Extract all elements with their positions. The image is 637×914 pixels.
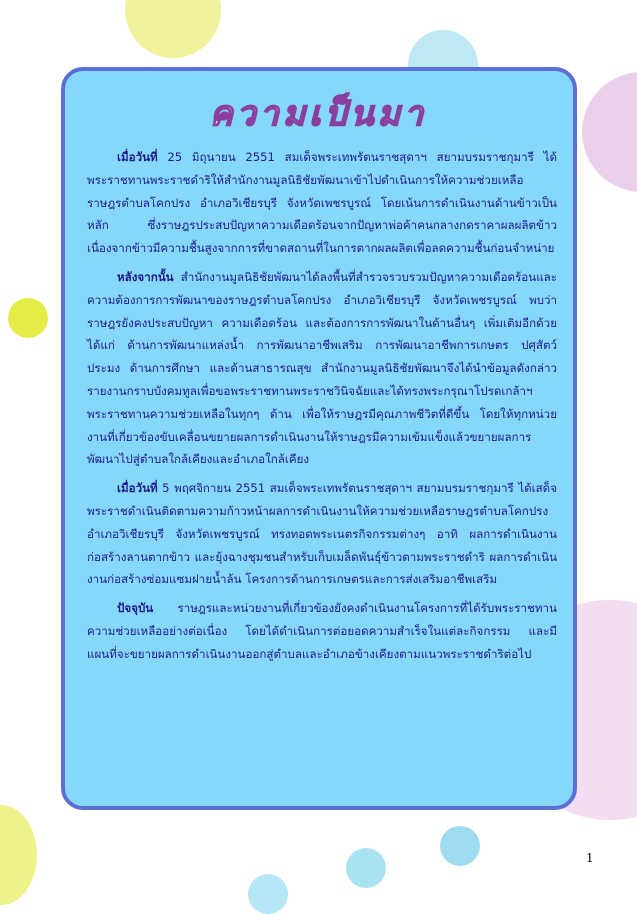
- paragraph-3-lead: เมื่อวันที่: [117, 481, 158, 496]
- paragraph-2-lead: หลังจากนั้น: [117, 269, 174, 284]
- paragraph-2-text: สำนักงานมูลนิธิชัยพัฒนาได้ลงพื้นที่สำรวจรวบรวมปัญหาความเดือดร้อนและความต้องการการพัฒนาของราษฎรตำบลโคกปรง อำเภอวิเชียรบุรี จังหวัดเพชรบูรณ์ พบว่า ราษฎรยังคงประสบปัญหา ความเดือดร้อน และต้องการการพัฒนาในด้านอื่นๆ เพิ่มเติมอีกด้วย ได้แก่ ด้านการพัฒนาแหล่งน้ำ การพัฒนาอาชีพเสริม การพัฒนาอาชีพการเกษตร ปศุสัตว์ ประมง ด้านการศึกษา และด้านสาธารณสุข สำนักงานมูลนิธิชัยพัฒนาจึงได้นำข้อมูลดังกล่าว รายงานกราบบังคมทูลเพื่อขอพระราชทานพระราชวินิจฉัยและได้ทรงพระกรุณาโปรดเกล้าฯพระราชทานความช่วยเหลือในทุกๆ ด้าน เพื่อให้ราษฎรมีคุณภาพชีวิตที่ดีขึ้น โดยให้ทุกหน่วยงานที่เกี่ยวข้องขับเคลื่อนขยายผลการดำเนินงานให้ราษฎรมีความเข้มแข็งแล้วขยายผลการพัฒนาไปสู่ตำบลใกล้เคียงและอำเภอใกล้เคียง: [87, 269, 557, 467]
- paragraph-3-text: 5 พฤศจิกายน 2551 สมเด็จพระเทพรัตนราชสุดาฯ สยามบรมราชกุมารี ได้เสด็จพระราชดำเนินติดตามความก้าวหน้าผลการดำเนินงานให้ความช่วยเหลือราษฎรตำบลโคกปรง อำเภอวิเชียรบุรี จังหวัดเพชรบูรณ์ ทรงทอดพระเนตรกิจกรรมต่างๆ อาทิ ผลการดำเนินงานก่อสร้างลานตากข้าว และยุ้งฉางชุมชนสำหรับเก็บเมล็ดพันธุ์ข้าวตามพระราชดำริ ผลการดำเนินงานก่อสร้างซ่อมแซมฝายน้ำล้น โครงการด้านการเกษตรและการส่งเสริมอาชีพเสริม: [87, 481, 557, 587]
- page-number: 1: [586, 851, 594, 865]
- paragraph-1-lead: เมื่อวันที่: [117, 150, 158, 164]
- body-text: [87, 146, 557, 666]
- paragraph-4: [87, 597, 557, 665]
- paragraph-3: [87, 477, 557, 591]
- paragraph-1-text: 25 มิถุนายน 2551 สมเด็จพระเทพรัตนราชสุดาฯ สยามบรมราชกุมารี ได้พระราชทานพระราชดำริให้สำนักงานมูลนิธิชัยพัฒนาเข้าไปดำเนินการให้ความช่วยเหลือราษฎรตำบลโคกปรง อำเภอวิเชียรบุรี จังหวัดเพชรบูรณ์ โดยเน้นการดำเนินงานด้านข้าวเป็นหลัก ซึ่งราษฎรประสบปัญหาความเดือดร้อนจากปัญหาพ่อค้าคนกลางกดราคาผลผลิตข้าว เนื่องจากข้าวมีความชื้นสูงจากการที่ขาดสถานที่ในการตากผลผลิตเพื่อลดความชื้นก่อนจำหน่าย: [87, 150, 557, 256]
- paragraph-4-lead: ปัจจุบัน: [117, 601, 154, 616]
- decor-circle-yellow-top: [125, 0, 221, 58]
- decor-circle-yellow-bottom: [0, 805, 37, 905]
- decor-circle-blue-bottom-1: [440, 826, 480, 866]
- decor-circle-blue-bottom-2: [346, 848, 386, 888]
- decor-circle-yellow-left: [8, 298, 48, 338]
- paragraph-4-text: ราษฎรและหน่วยงานที่เกี่ยวข้องยังคงดำเนินงานโครงการที่ได้รับพระราชทานความช่วยเหลืออย่างต่อเนื่อง โดยได้ดำเนินการต่อยอดความสำเร็จในแต่ละกิจกรรม และมีแผนที่จะขยายผลการดำเนินงานออกสู่ตำบลและอำเภอข้างเคียงตามแนวพระราชดำริต่อไป: [87, 601, 557, 661]
- paragraph-1: [87, 146, 557, 260]
- page-title: ความเป็นมา: [209, 94, 428, 134]
- decor-circle-blue-bottom-3: [248, 874, 288, 914]
- paragraph-2: [87, 266, 557, 471]
